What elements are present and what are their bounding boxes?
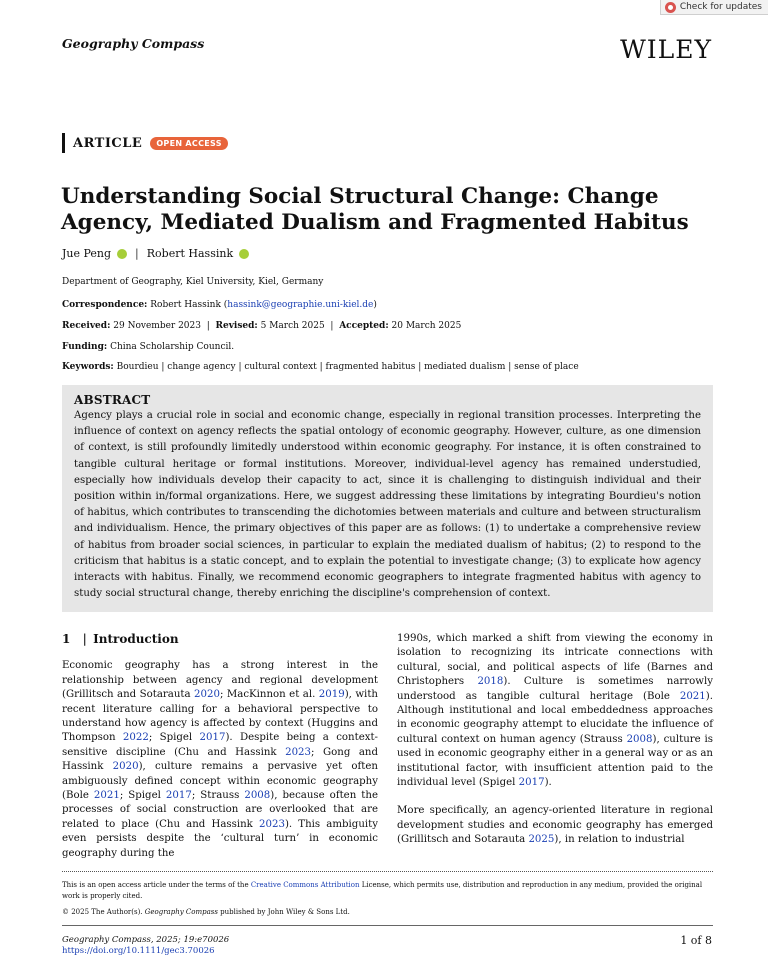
received-label: Received: (62, 321, 111, 331)
keywords-value: Bourdieu | change agency | cultural context | fragmented habitus | mediated dualism | sense of place (116, 362, 579, 372)
section-number: 1 (62, 632, 71, 646)
author-separator: | (135, 247, 139, 260)
article-type (62, 133, 228, 153)
article-type-label: ARTICLE (73, 135, 143, 151)
affiliation: Department of Geography, Kiel University, Kiel, Germany (62, 277, 324, 287)
license-text: License, which permits use, distribution and reproduction in any medium, provided the original work is properly cited. (62, 881, 703, 900)
open-access-badge: OPEN ACCESS (150, 137, 227, 150)
section-separator: | (82, 632, 87, 646)
keywords-label: Keywords: (62, 362, 114, 372)
abstract-text: Agency plays a crucial role in social and economic change, especially in regional transition processes. Interpreting the influence of context on agency reflects the spatial ontology of economic geography. However, culture, as one dimension of context, is still profoundly limitedly understood within economic geography. For instance, it is often constrained to tangible cultural heritage or formal institutions. Moreover, individual-level agency has remained understudied, especially how individuals develop their capacity to act, since it is challenging to distinguish individual and their position within in/formal organizations. Here, we suggest addressing these limitations by integrating Bourdieu's notion of habitus, which contributes to transcending the dichotomies between materials and culture and between structuralism and individualism. Hence, the primary objectives of this paper are as follows: (1) to undertake a comprehensive review of habitus from broader social sciences, in particular to explain the mediated dualism of habitus; (2) to respond to the criticism that habitus is a static concept, and to explain the potential to investigate change; (3) to explicate how agency interacts with habitus. Finally, we recommend economic geographers to integrate fragmented habitus with agency to study social structural change, thereby enriching the discipline's comprehension of context. (74, 410, 701, 600)
accepted-date: 20 March 2025 (391, 321, 462, 331)
license-statement (62, 880, 713, 902)
citation-link[interactable]: 2020 (194, 689, 220, 701)
revised-label: Revised: (215, 321, 258, 331)
citation-link[interactable]: 2023 (259, 818, 285, 830)
accepted-label: Accepted: (339, 321, 389, 331)
doi-link[interactable]: https://doi.org/10.1111/gec3.70026 (62, 946, 215, 956)
article-type-bar (62, 133, 65, 153)
citation-link[interactable]: 2023 (285, 746, 312, 758)
funding-label: Funding: (62, 342, 108, 352)
author-name[interactable]: Robert Hassink (146, 247, 234, 260)
citation-link[interactable]: 2022 (122, 732, 149, 744)
section-title: Introduction (93, 632, 179, 646)
article-dates: Received: 29 November 2023 | Revised: 5 March 2025 | Accepted: 20 March 2025 (62, 321, 462, 331)
copyright-journal: Geography Compass (144, 908, 218, 916)
orcid-icon[interactable] (239, 249, 249, 259)
copyright-text: published by John Wiley & Sons Ltd. (217, 908, 350, 916)
citation-link[interactable]: 2017 (165, 790, 192, 802)
body-paragraph: More specifically, an agency-oriented literature in regional development studies and economic geography has emerged (Grillitsch and Sotarauta 2025), in relation to industrial (397, 805, 713, 846)
journal-name: Geography Compass (62, 36, 205, 51)
citation-link[interactable]: 2020 (112, 761, 139, 773)
check-for-updates-badge[interactable] (660, 0, 768, 15)
citation-link[interactable]: 2025 (528, 834, 555, 846)
keywords (62, 361, 579, 373)
received-date: 29 November 2023 (113, 321, 201, 331)
publisher-logo: WILEY (620, 35, 712, 64)
footer-rule (62, 925, 713, 926)
footer-divider (62, 871, 713, 872)
citation-link[interactable]: 2008 (244, 790, 271, 802)
body-column-right (397, 632, 713, 862)
body-paragraph: Economic geography has a strong interest in the relationship between agency and regional development (Grillitsch and Sotarauta 2020; MacKinnon et al. 2019), with recent literature calling for a behavioral perspective to understand how agency is affected by context (Huggins and Thompson 2022; Spigel 2017). Despite being a context-sensitive discipline (Chu and Hassink 2023; Gong and Hassink 2020), culture remains a pervasive yet often ambiguously defined concept within economic geography (Bole 2021; Spigel 2017; Strauss 2008), because often the processes of social construction are overlooked that are related to place (Chu and Hassink 2023). This ambiguity even persists despite the ‘cultural turn’ in economic geography during the (62, 660, 379, 859)
license-link[interactable]: Creative Commons Attribution (250, 881, 360, 889)
section-heading (62, 632, 378, 646)
citation-link[interactable]: 2021 (93, 790, 120, 802)
citation-link[interactable]: 2019 (318, 689, 345, 701)
page-number: 1 of 8 (680, 934, 712, 947)
correspondence-name: Robert Hassink (150, 300, 221, 310)
article-title: Understanding Social Structural Change: Change Agency, Mediated Dualism and Fragmented Habitus (61, 184, 689, 235)
citation-link[interactable]: 2018 (477, 676, 504, 688)
correspondence-label: Correspondence: (62, 300, 148, 310)
license-text: This is an open access article under the terms of the (62, 881, 251, 889)
crossmark-icon (665, 2, 676, 13)
citation-link[interactable]: 2017 (518, 777, 545, 789)
abstract-heading: ABSTRACT (74, 393, 151, 407)
orcid-icon[interactable] (117, 249, 127, 259)
correspondence: Correspondence: Robert Hassink (hassink@geographie.uni-kiel.de) (62, 300, 377, 310)
correspondence-email-link[interactable]: hassink@geographie.uni-kiel.de (227, 300, 374, 310)
citation-link[interactable]: 2021 (679, 690, 706, 702)
citation-link[interactable]: 2017 (199, 732, 226, 744)
abstract-box (62, 385, 713, 612)
revised-date: 5 March 2025 (260, 321, 325, 331)
body-paragraph: 1990s, which marked a shift from viewing the economy in isolation to recognizing its intricate connections with cultural, social, and political aspects of life (Barnes and Christophers 2018). Culture is sometimes narrowly understood as tangible cultural heritage (Bole 2021). Although institutional and local embeddedness approaches in economic geography attempt to elucidate the influence of cultural context on human agency (Strauss 2008), culture is used in economic geography either in a general way or as an institutional factor, with insufficient attention paid to the individual level (Spigel 2017). (397, 633, 713, 789)
copyright-statement (62, 908, 350, 916)
citation-link[interactable]: 2008 (626, 733, 653, 745)
journal-citation: Geography Compass, 2025; 19:e70026 (62, 935, 230, 945)
funding (62, 341, 234, 353)
copyright-text: © 2025 The Author(s). (62, 908, 145, 916)
body-column-left (62, 632, 378, 875)
check-for-updates-label: Check for updates (679, 2, 762, 12)
author-list (62, 247, 249, 260)
funding-value: China Scholarship Council. (110, 342, 235, 352)
author-name[interactable]: Jue Peng (62, 247, 112, 260)
